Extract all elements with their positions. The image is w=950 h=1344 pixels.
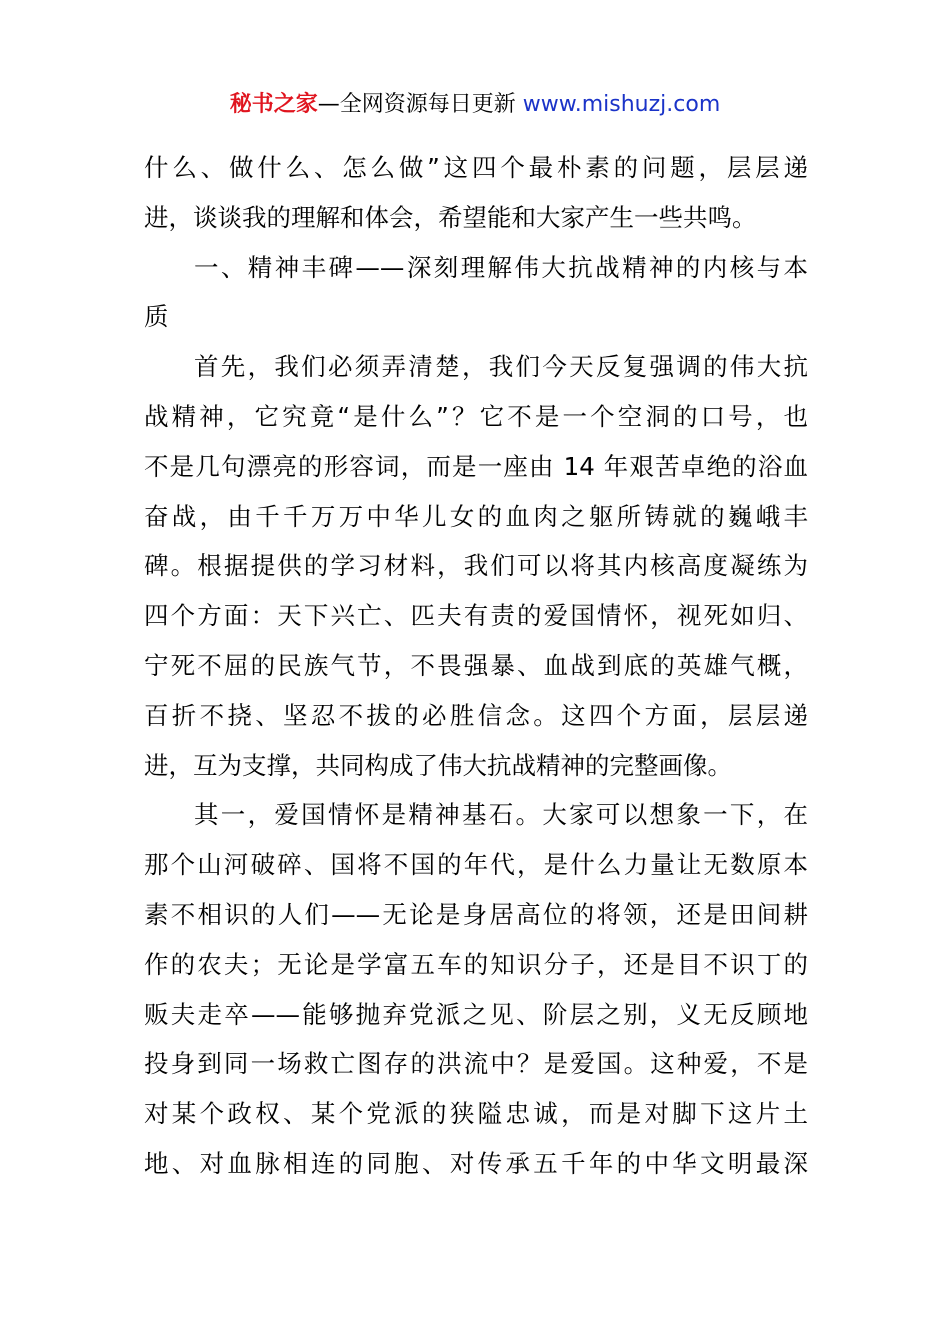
text-line: 不是几句漂亮的形容词，而是一座由 14 年艰苦卓绝的浴血	[144, 451, 808, 481]
text-line: 首先，我们必须弄清楚，我们今天反复强调的伟大抗	[194, 352, 808, 382]
section-heading-line: 质	[144, 302, 169, 332]
text-line: 投身到同一场救亡图存的洪流中？是爱国。这种爱，不是	[144, 1049, 808, 1079]
text-line: 地、对血脉相连的同胞、对传承五千年的中华文明最深	[144, 1148, 808, 1178]
section-heading-line: 一、精神丰碑——深刻理解伟大抗战精神的内核与本	[194, 252, 808, 282]
page-header	[0, 88, 950, 122]
text-line: 百折不挠、坚忍不拔的必胜信念。这四个方面，层层递	[144, 700, 808, 730]
site-link[interactable]: www.mishuzj.com	[522, 92, 721, 117]
text-line: 碑。根据提供的学习材料，我们可以将其内核高度凝练为	[144, 551, 808, 581]
text-line: 对某个政权、某个党派的狭隘忠诚，而是对脚下这片土	[144, 1099, 808, 1129]
text-line: 其一，爱国情怀是精神基石。大家可以想象一下，在	[194, 800, 808, 830]
text-line: 奋战，由千千万万中华儿女的血肉之躯所铸就的巍峨丰	[144, 501, 808, 531]
body-text	[144, 143, 808, 1189]
text-line: 贩夫走卒——能够抛弃党派之见、阶层之别，义无反顾地	[144, 999, 808, 1029]
text-line: 战精神，它究竟“是什么”？它不是一个空洞的口号，也	[144, 401, 808, 431]
text-line: 进，互为支撑，共同构成了伟大抗战精神的完整画像。	[144, 750, 732, 780]
text-line: 作的农夫；无论是学富五车的知识分子，还是目不识丁的	[144, 949, 808, 979]
text-line: 什么、做什么、怎么做”这四个最朴素的问题，层层递	[144, 153, 808, 182]
header-tagline: —全网资源每日更新	[317, 92, 523, 117]
brand-name: 秘书之家	[229, 92, 318, 117]
text-line: 素不相识的人们——无论是身居高位的将领，还是田间耕	[144, 899, 808, 929]
text-line: 进，谈谈我的理解和体会，希望能和大家产生一些共鸣。	[144, 202, 757, 232]
text-line: 那个山河破碎、国将不国的年代，是什么力量让无数原本	[144, 850, 808, 880]
text-line: 四个方面：天下兴亡、匹夫有责的爱国情怀，视死如归、	[144, 601, 808, 631]
text-line: 宁死不屈的民族气节，不畏强暴、血战到底的英雄气概，	[144, 650, 808, 680]
